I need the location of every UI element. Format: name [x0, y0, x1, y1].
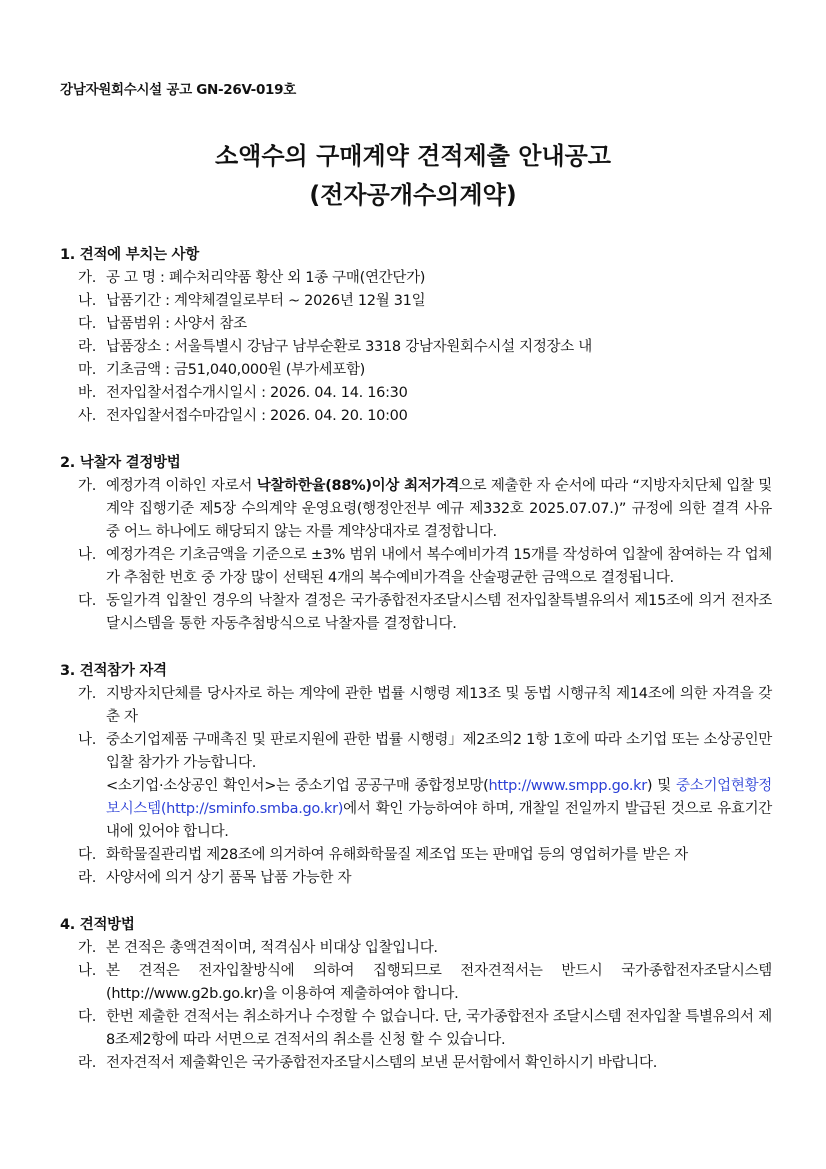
item-marker: 다.: [78, 316, 97, 332]
notice-number: 강남자원회수시설 공고 GN-26V-019호: [60, 82, 296, 98]
item-text: 기초금액 : 금51,040,000원 (부가세포함): [106, 362, 366, 378]
section-heading: 1. 견적에 부치는 사항: [60, 247, 199, 263]
item-text: 납품장소 : 서울특별시 강남구 남부순환로 3318 강남자원회수시설 지정장소 내: [106, 339, 592, 355]
list-item: [60, 937, 772, 960]
item-text: [106, 475, 772, 544]
note-text-before: <소기업·소상공인 확인서>는 중소기업 공공구매 종합정보망(: [106, 778, 489, 794]
certificate-note: [60, 775, 772, 844]
page-subtitle: (전자공개수의계약): [309, 181, 517, 209]
item-text: 전자견적서 제출확인은 국가종합전자조달시스템의 보낸 문서함에서 확인하시기 바랍니다.: [106, 1055, 658, 1071]
item-text-before: 예정가격 이하인 자로서: [106, 478, 257, 494]
item-text: 납품범위 : 사양서 참조: [106, 316, 247, 332]
list-item: [60, 475, 772, 544]
section-heading: 4. 견적방법: [60, 917, 135, 933]
item-marker: 다.: [78, 847, 97, 863]
item-text-emphasis: 낙찰하한율(88%)이상 최저가격: [256, 478, 459, 494]
item-marker: 바.: [78, 385, 97, 401]
item-text: 납품기간 : 계약체결일로부터 ~ 2026년 12월 31일: [106, 293, 426, 309]
page-title: 소액수의 구매계약 견적제출 안내공고: [214, 142, 611, 170]
item-marker: 나.: [78, 293, 97, 309]
item-text: 공 고 명 : 폐수처리약품 황산 외 1종 구매(연간단가): [106, 270, 426, 286]
list-item: [60, 1006, 772, 1052]
list-item: [60, 382, 772, 405]
item-marker: 가.: [78, 478, 97, 494]
list-item: [60, 1052, 772, 1075]
list-item: [60, 960, 772, 1006]
item-marker: 나.: [78, 547, 97, 563]
list-item: [60, 867, 772, 890]
list-item: [60, 267, 772, 290]
item-marker: 가.: [78, 686, 97, 702]
item-marker: 마.: [78, 362, 97, 378]
note-text-mid: ) 및: [646, 778, 677, 794]
sminfo-link[interactable]: 중소기업현황정보시스템: [106, 778, 772, 817]
item-marker: 사.: [78, 408, 97, 424]
list-item: [60, 405, 772, 428]
list-item: [60, 359, 772, 382]
section-winner-selection: [60, 452, 772, 636]
item-text: 화학물질관리법 제28조에 의거하여 유해화학물질 제조업 또는 판매업 등의 영업허가를 받은 자: [106, 847, 688, 863]
section-heading: 3. 견적참가 자격: [60, 663, 167, 679]
list-item: [60, 729, 772, 775]
item-marker: 다.: [78, 593, 97, 609]
list-item: [60, 544, 772, 590]
item-marker: 가.: [78, 940, 97, 956]
note-text-after: 에서 확인 가능하여야 하며, 개찰일 전일까지 발급된 것으로 유효기간 내에 있어야 합니다.: [106, 801, 772, 840]
item-text: 본 견적은 총액견적이며, 적격심사 비대상 입찰입니다.: [106, 940, 438, 956]
item-text: 전자입찰서접수개시일시 : 2026. 04. 14. 16:30: [106, 385, 408, 401]
item-text: 예정가격은 기초금액을 기준으로 ±3% 범위 내에서 복수예비가격 15개를 작성하여 입찰에 참여하는 각 업체가 추첨한 번호 중 가장 많이 선택된 4개의 복수예비가격을 산술평균한 금액으로 결정됩니다.: [106, 547, 772, 586]
item-marker: 라.: [78, 870, 97, 886]
section-eligibility: [60, 660, 772, 890]
item-marker: 나.: [78, 963, 97, 979]
item-marker: 다.: [78, 1009, 97, 1025]
item-marker: 가.: [78, 270, 97, 286]
list-item: [60, 336, 772, 359]
list-item: [60, 290, 772, 313]
item-text: 본 견적은 전자입찰방식에 의하여 집행되므로 전자견적서는 반드시 국가종합전자조달시스템 (http://www.g2b.go.kr)을 이용하여 제출하여야 합니다.: [106, 963, 772, 1002]
item-text: 전자입찰서접수마감일시 : 2026. 04. 20. 10:00: [106, 408, 408, 424]
item-marker: 라.: [78, 339, 97, 355]
item-text: 지방자치단체를 당사자로 하는 계약에 관한 법률 시행령 제13조 및 동법 시행규칙 제14조에 의한 자격을 갖춘 자: [106, 686, 772, 725]
smpp-link[interactable]: http://www.smpp.go.kr: [488, 778, 647, 794]
sminfo-url-link[interactable]: (http://sminfo.smba.go.kr): [160, 801, 344, 817]
item-text: 한번 제출한 견적서는 취소하거나 수정할 수 없습니다. 단, 국가종합전자 조달시스템 전자입찰 특별유의서 제8조제2항에 따라 서면으로 견적서의 취소를 신청 할 수 있습니다.: [106, 1009, 772, 1048]
item-text: 사양서에 의거 상기 품목 납품 가능한 자: [106, 870, 352, 886]
list-item: [60, 313, 772, 336]
item-text: 동일가격 입찰인 경우의 낙찰자 결정은 국가종합전자조달시스템 전자입찰특별유의서 제15조에 의거 전자조달시스템을 통한 자동추첨방식으로 낙찰자를 결정합니다.: [106, 593, 772, 632]
list-item: [60, 683, 772, 729]
list-item: [60, 844, 772, 867]
item-text: 중소기업제품 구매촉진 및 판로지원에 관한 법률 시행령」제2조의2 1항 1호에 따라 소기업 또는 소상공인만 입찰 참가가 가능합니다.: [106, 732, 772, 771]
list-item: [60, 590, 772, 636]
section-heading: 2. 낙찰자 결정방법: [60, 455, 181, 471]
item-marker: 나.: [78, 732, 97, 748]
section-quote-method: [60, 914, 772, 1075]
notice-body: [60, 244, 772, 1099]
item-text-after: 으로 제출한 자 순서에 따라 “지방자치단체 입찰 및 계약 집행기준 제5장 수의계약 운영요령(행정안전부 예규 제332호 2025.07.07.)” 규정에 의한 결격 사유 중 어느 하나에도 해당되지 않는 자를 계약상대자로 결정합니다.: [106, 478, 773, 540]
section-quote-items: [60, 244, 772, 428]
item-marker: 라.: [78, 1055, 97, 1071]
